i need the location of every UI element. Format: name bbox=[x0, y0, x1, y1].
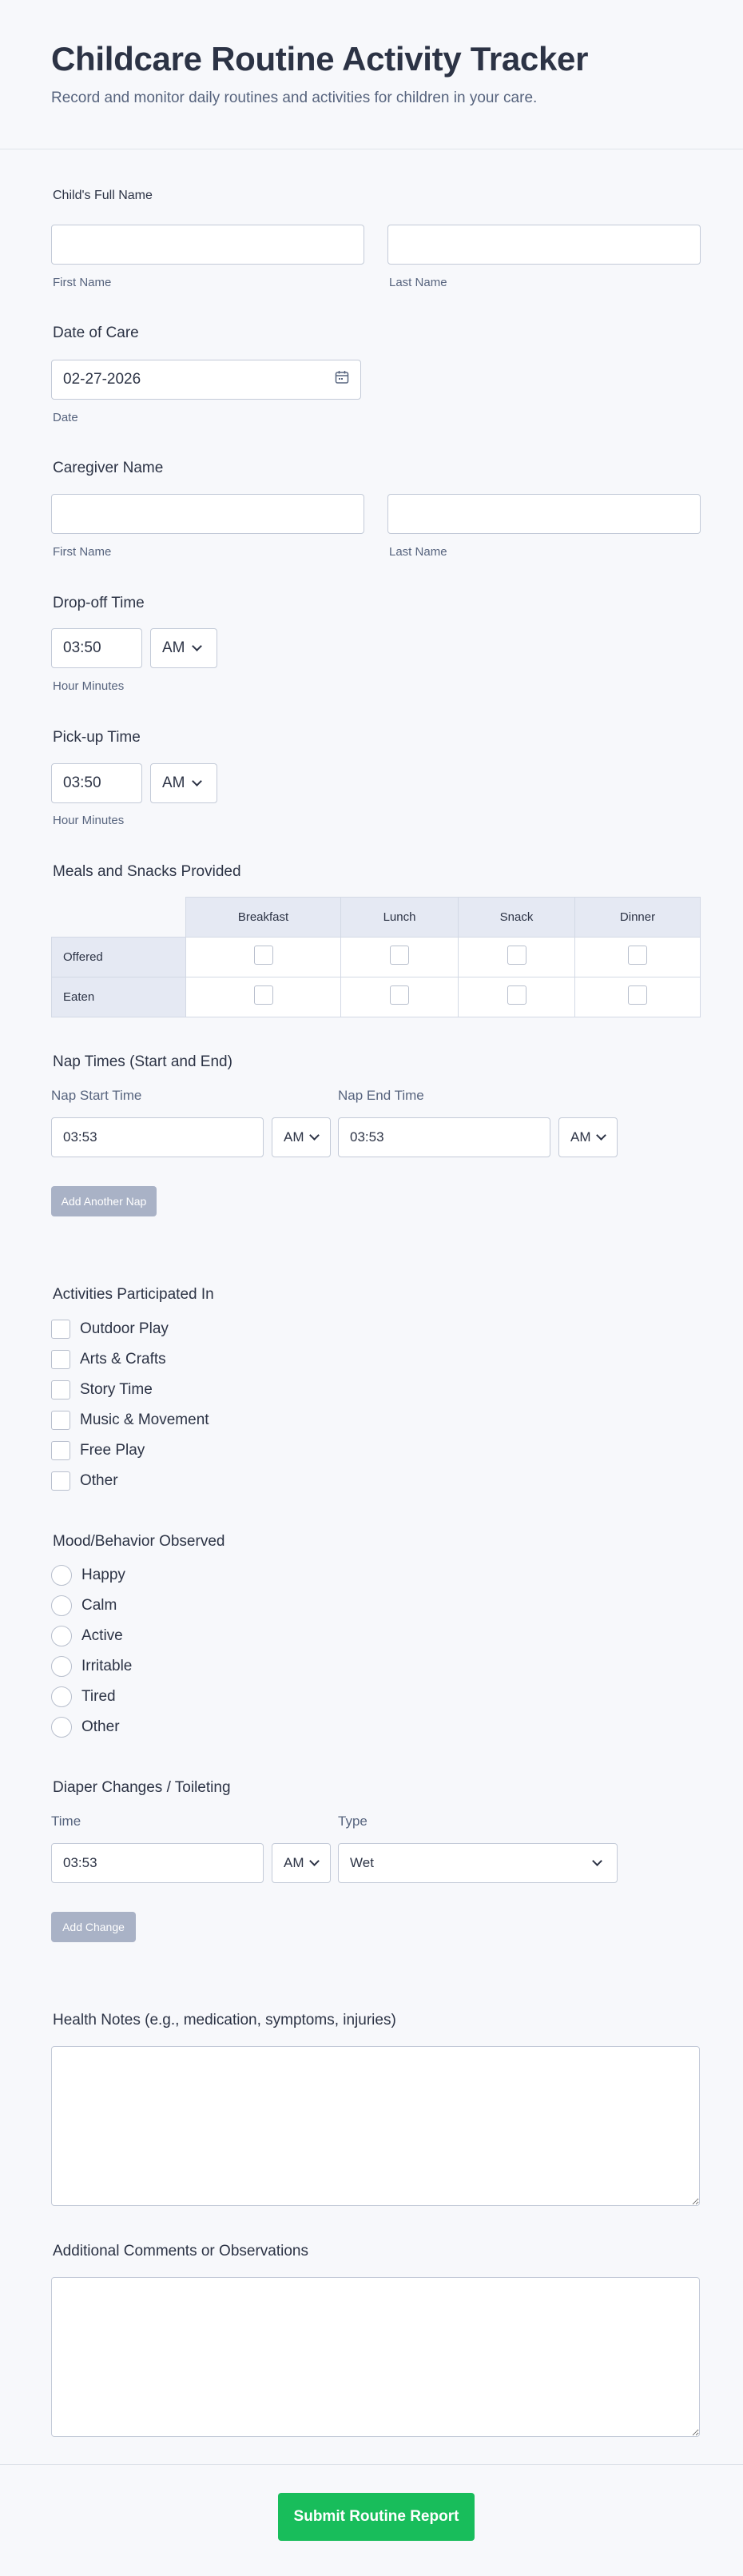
activity-checkbox[interactable] bbox=[51, 1411, 70, 1430]
dropoff-sublabel: Hour Minutes bbox=[53, 679, 125, 693]
meals-matrix bbox=[51, 897, 701, 1017]
chevron-down-icon bbox=[192, 776, 202, 786]
pickup-time-input[interactable] bbox=[51, 763, 142, 803]
dropoff-ampm-value: AM bbox=[162, 639, 185, 656]
mood-label-text: Other bbox=[81, 1718, 120, 1735]
activity-label: Other bbox=[80, 1472, 118, 1489]
activity-checkbox[interactable] bbox=[51, 1471, 70, 1491]
comments-label: Additional Comments or Observations bbox=[53, 2243, 308, 2259]
mood-option[interactable] bbox=[51, 1651, 132, 1682]
matrix-row-label: Offered bbox=[52, 938, 186, 977]
diaper-label: Diaper Changes / Toileting bbox=[53, 1779, 231, 1796]
pickup-sublabel: Hour Minutes bbox=[53, 814, 125, 827]
meals-label: Meals and Snacks Provided bbox=[53, 863, 241, 880]
offered-snack-checkbox[interactable] bbox=[507, 946, 526, 965]
nap-start-value: 03:53 bbox=[63, 1129, 97, 1145]
health-notes-wrap bbox=[51, 2046, 700, 2210]
nap-end-input[interactable] bbox=[338, 1117, 550, 1157]
caregiver-last-name-input[interactable] bbox=[387, 494, 701, 534]
mood-option[interactable] bbox=[51, 1591, 132, 1621]
caregiver-first-name-input[interactable] bbox=[51, 494, 364, 534]
activity-label: Arts & Crafts bbox=[80, 1351, 166, 1368]
matrix-corner bbox=[52, 898, 186, 938]
date-sublabel: Date bbox=[53, 411, 78, 424]
activity-label: Outdoor Play bbox=[80, 1320, 169, 1337]
activity-option[interactable] bbox=[51, 1314, 209, 1344]
mood-radio[interactable] bbox=[51, 1595, 72, 1616]
caregiver-name-label: Caregiver Name bbox=[53, 460, 164, 476]
page-title: Childcare Routine Activity Tracker bbox=[51, 40, 589, 78]
matrix-col-dinner: Dinner bbox=[575, 898, 701, 938]
chevron-down-icon bbox=[309, 1130, 320, 1141]
eaten-snack-checkbox[interactable] bbox=[507, 985, 526, 1005]
nap-end-label: Nap End Time bbox=[338, 1088, 424, 1103]
activity-option[interactable] bbox=[51, 1344, 209, 1375]
chevron-down-icon bbox=[596, 1130, 606, 1141]
mood-radio[interactable] bbox=[51, 1686, 72, 1707]
activity-option[interactable] bbox=[51, 1405, 209, 1435]
date-of-care-value: 02-27-2026 bbox=[63, 371, 141, 388]
offered-breakfast-checkbox[interactable] bbox=[254, 946, 273, 965]
mood-option[interactable] bbox=[51, 1560, 132, 1591]
pickup-ampm-select[interactable] bbox=[150, 763, 217, 803]
mood-label: Mood/Behavior Observed bbox=[53, 1533, 225, 1550]
offered-dinner-checkbox[interactable] bbox=[628, 946, 647, 965]
diaper-time-label: Time bbox=[51, 1814, 81, 1829]
comments-wrap bbox=[51, 2277, 700, 2441]
activities-list bbox=[51, 1314, 209, 1496]
activity-option[interactable] bbox=[51, 1435, 209, 1466]
matrix-row-eaten bbox=[52, 977, 701, 1017]
offered-lunch-checkbox[interactable] bbox=[390, 946, 409, 965]
diaper-type-label: Type bbox=[338, 1814, 368, 1829]
caregiver-first-name-sublabel: First Name bbox=[53, 545, 112, 559]
nap-start-ampm-select[interactable] bbox=[272, 1117, 331, 1157]
eaten-breakfast-checkbox[interactable] bbox=[254, 985, 273, 1005]
eaten-lunch-checkbox[interactable] bbox=[390, 985, 409, 1005]
mood-option[interactable] bbox=[51, 1621, 132, 1651]
matrix-col-breakfast: Breakfast bbox=[186, 898, 341, 938]
mood-label-text: Irritable bbox=[81, 1658, 133, 1674]
nap-end-ampm-select[interactable] bbox=[558, 1117, 618, 1157]
matrix-row-label: Eaten bbox=[52, 977, 186, 1017]
nap-start-ampm-value: AM bbox=[284, 1129, 304, 1145]
child-name-label: Child's Full Name bbox=[53, 189, 153, 202]
mood-label-text: Active bbox=[81, 1627, 123, 1644]
mood-label-text: Tired bbox=[81, 1688, 116, 1705]
chevron-down-icon bbox=[309, 1856, 320, 1866]
diaper-ampm-value: AM bbox=[284, 1855, 304, 1870]
diaper-time-input[interactable] bbox=[51, 1843, 264, 1883]
activity-checkbox[interactable] bbox=[51, 1320, 70, 1339]
diaper-time-value: 03:53 bbox=[63, 1855, 97, 1870]
diaper-type-value: Wet bbox=[350, 1855, 374, 1870]
page-subtitle: Record and monitor daily routines and activities for children in your care. bbox=[51, 90, 538, 106]
health-notes-textarea[interactable] bbox=[51, 2046, 700, 2206]
activity-option[interactable] bbox=[51, 1466, 209, 1496]
matrix-col-lunch: Lunch bbox=[341, 898, 459, 938]
calendar-icon[interactable] bbox=[335, 370, 349, 389]
pickup-time-value: 03:50 bbox=[63, 774, 101, 791]
activity-checkbox[interactable] bbox=[51, 1350, 70, 1369]
eaten-dinner-checkbox[interactable] bbox=[628, 985, 647, 1005]
form-header bbox=[0, 0, 743, 149]
chevron-down-icon bbox=[192, 641, 202, 651]
health-notes-label: Health Notes (e.g., medication, symptoms, injuries) bbox=[53, 2012, 396, 2029]
activity-label: Music & Movement bbox=[80, 1411, 209, 1428]
activity-label: Free Play bbox=[80, 1442, 145, 1459]
nap-times-label: Nap Times (Start and End) bbox=[53, 1053, 232, 1070]
dropoff-ampm-select[interactable] bbox=[150, 628, 217, 668]
nap-start-input[interactable] bbox=[51, 1117, 264, 1157]
caregiver-last-name-sublabel: Last Name bbox=[389, 545, 447, 559]
date-of-care-input[interactable] bbox=[51, 360, 361, 400]
mood-option[interactable] bbox=[51, 1682, 132, 1712]
activity-checkbox[interactable] bbox=[51, 1441, 70, 1460]
nap-start-label: Nap Start Time bbox=[51, 1088, 142, 1103]
child-last-name-input[interactable] bbox=[387, 225, 701, 265]
diaper-ampm-select[interactable] bbox=[272, 1843, 331, 1883]
submit-button[interactable]: Submit Routine Report bbox=[278, 2493, 475, 2541]
dropoff-time-value: 03:50 bbox=[63, 639, 101, 656]
pickup-time-label: Pick-up Time bbox=[53, 729, 141, 746]
mood-option[interactable] bbox=[51, 1712, 132, 1742]
nap-end-ampm-value: AM bbox=[570, 1129, 591, 1145]
mood-label-text: Happy bbox=[81, 1567, 125, 1583]
add-another-nap-button[interactable]: Add Another Nap bbox=[51, 1186, 157, 1216]
diaper-type-select[interactable] bbox=[338, 1843, 618, 1883]
activity-label: Story Time bbox=[80, 1381, 153, 1398]
add-change-button[interactable]: Add Change bbox=[51, 1912, 136, 1942]
mood-label-text: Calm bbox=[81, 1597, 117, 1614]
nap-end-value: 03:53 bbox=[350, 1129, 384, 1145]
pickup-ampm-value: AM bbox=[162, 774, 185, 791]
matrix-row-offered bbox=[52, 938, 701, 977]
activities-label: Activities Participated In bbox=[53, 1286, 214, 1303]
submit-section bbox=[0, 2464, 743, 2576]
mood-radio[interactable] bbox=[51, 1656, 72, 1677]
mood-list bbox=[51, 1560, 132, 1742]
mood-radio[interactable] bbox=[51, 1565, 72, 1586]
activity-checkbox[interactable] bbox=[51, 1380, 70, 1399]
dropoff-time-input[interactable] bbox=[51, 628, 142, 668]
dropoff-time-label: Drop-off Time bbox=[53, 595, 145, 611]
chevron-down-icon bbox=[592, 1856, 602, 1866]
child-last-name-sublabel: Last Name bbox=[389, 276, 447, 289]
date-of-care-label: Date of Care bbox=[53, 324, 139, 341]
activity-option[interactable] bbox=[51, 1375, 209, 1405]
matrix-col-snack: Snack bbox=[459, 898, 575, 938]
child-first-name-input[interactable] bbox=[51, 225, 364, 265]
comments-textarea[interactable] bbox=[51, 2277, 700, 2437]
mood-radio[interactable] bbox=[51, 1626, 72, 1646]
child-first-name-sublabel: First Name bbox=[53, 276, 112, 289]
mood-radio[interactable] bbox=[51, 1717, 72, 1738]
